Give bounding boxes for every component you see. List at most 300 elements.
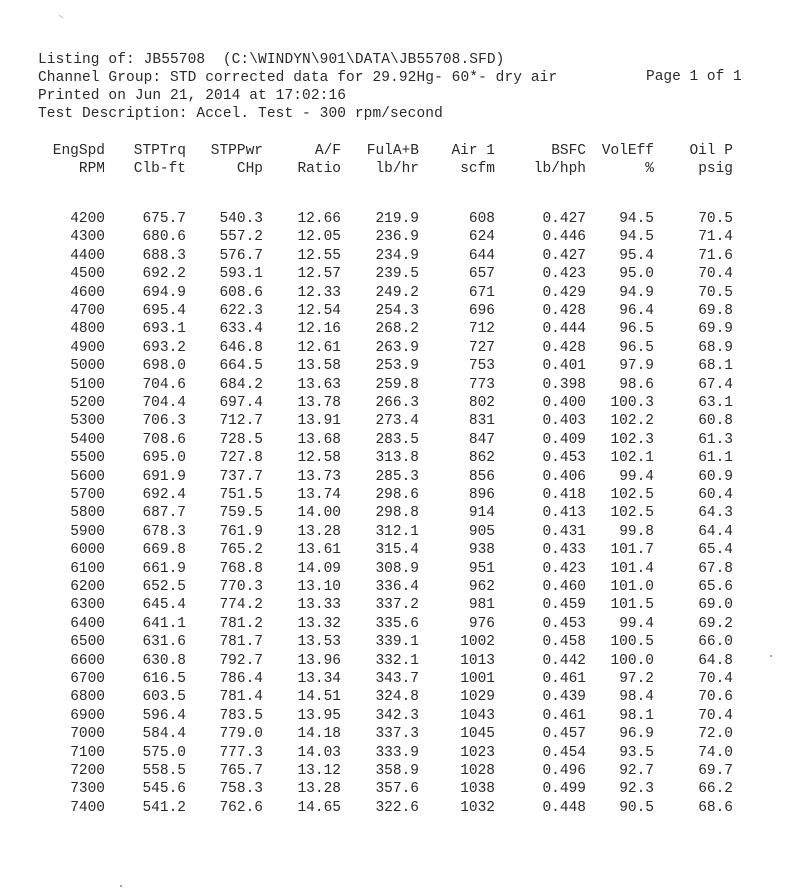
table-cell: 102.5 bbox=[610, 487, 654, 503]
table-cell: 0.418 bbox=[542, 487, 586, 503]
table-cell: 0.461 bbox=[542, 707, 586, 724]
table-cell: 1043 bbox=[460, 707, 495, 724]
table-cell: 657 bbox=[468, 266, 495, 283]
table-cell: 0.428 bbox=[542, 303, 586, 319]
table-cell: 6000 bbox=[70, 542, 105, 559]
table-cell: 905 bbox=[468, 523, 495, 540]
table-cell: 6800 bbox=[70, 689, 105, 706]
table-cell: 96.5 bbox=[619, 321, 654, 338]
table-cell: 0.496 bbox=[542, 763, 586, 779]
table-cell: 100.3 bbox=[610, 395, 654, 411]
channel-group-line: Channel Group: STD corrected data for 29.92Hg- 60*- dry air bbox=[38, 70, 558, 86]
table-cell: 102.2 bbox=[610, 413, 654, 430]
table-cell: 263.9 bbox=[375, 339, 419, 356]
table-cell: 7100 bbox=[70, 744, 105, 761]
table-cell: 97.2 bbox=[619, 671, 654, 687]
table-cell: 576.7 bbox=[219, 247, 263, 264]
table-cell: 70.6 bbox=[698, 689, 733, 706]
table-cell: 4800 bbox=[70, 321, 105, 338]
table-cell: 69.9 bbox=[698, 321, 733, 338]
table-cell: 669.8 bbox=[142, 542, 186, 559]
table-cell: 13.73 bbox=[297, 468, 341, 485]
table-cell: 0.401 bbox=[542, 358, 586, 375]
table-cell: 727.8 bbox=[219, 450, 263, 467]
table-cell: 962 bbox=[468, 579, 495, 595]
table-cell: 69.0 bbox=[698, 597, 733, 614]
table-cell: 603.5 bbox=[142, 689, 186, 706]
table-cell: 64.3 bbox=[698, 505, 733, 522]
table-cell: 856 bbox=[468, 468, 495, 485]
table-cell: 71.4 bbox=[698, 229, 733, 246]
table-cell: 4700 bbox=[70, 303, 105, 319]
table-cell: 69.7 bbox=[698, 763, 733, 779]
table-cell: 688.3 bbox=[142, 247, 186, 264]
column-header bbox=[689, 142, 733, 178]
table-cell: 584.4 bbox=[142, 726, 186, 743]
table-cell: 74.0 bbox=[698, 744, 733, 761]
table-cell: 938 bbox=[468, 542, 495, 559]
table-cell: 273.4 bbox=[375, 413, 419, 430]
table-cell: 1032 bbox=[460, 799, 495, 816]
table-cell: 693.2 bbox=[142, 339, 186, 356]
table-cell: 100.5 bbox=[610, 634, 654, 651]
table-cell: 13.28 bbox=[297, 781, 341, 798]
column-name: STPTrq bbox=[133, 143, 186, 159]
table-cell: 102.1 bbox=[610, 450, 654, 467]
table-cell: 786.4 bbox=[219, 671, 263, 687]
table-cell: 951 bbox=[468, 560, 495, 577]
table-cell: 5100 bbox=[70, 376, 105, 393]
table-cell: 0.459 bbox=[542, 597, 586, 614]
column-name: VolEff bbox=[601, 143, 654, 159]
table-cell: 1023 bbox=[460, 744, 495, 761]
table-cell: 0.460 bbox=[542, 579, 586, 595]
table-cell: 13.63 bbox=[297, 376, 341, 393]
table-cell: 687.7 bbox=[142, 505, 186, 522]
table-cell: 268.2 bbox=[375, 321, 419, 338]
table-cell: 697.4 bbox=[219, 395, 263, 411]
table-cell: 6300 bbox=[70, 597, 105, 614]
table-cell: 337.3 bbox=[375, 726, 419, 743]
table-cell: 335.6 bbox=[375, 615, 419, 632]
table-cell: 695.0 bbox=[142, 450, 186, 467]
table-cell: 624 bbox=[468, 229, 495, 246]
table-cell: 234.9 bbox=[375, 247, 419, 264]
column-header bbox=[53, 142, 105, 178]
table-cell: 98.6 bbox=[619, 376, 654, 393]
table-cell: 759.5 bbox=[219, 505, 263, 522]
table-cell: 1028 bbox=[460, 763, 495, 779]
table-cell: 708.6 bbox=[142, 431, 186, 448]
table-cell: 12.54 bbox=[297, 303, 341, 319]
table-cell: 14.00 bbox=[297, 505, 341, 522]
table-cell: 0.457 bbox=[542, 726, 586, 743]
table-cell: 0.444 bbox=[542, 321, 586, 338]
table-cell: 69.2 bbox=[698, 615, 733, 632]
table-cell: 758.3 bbox=[219, 781, 263, 798]
table-cell: 5800 bbox=[70, 505, 105, 522]
table-cell: 12.05 bbox=[297, 229, 341, 246]
column-unit: CHp bbox=[236, 161, 263, 177]
table-cell: 101.7 bbox=[610, 542, 654, 559]
table-cell: 13.34 bbox=[297, 671, 341, 687]
table-cell: 96.4 bbox=[619, 303, 654, 319]
table-cell: 633.4 bbox=[219, 321, 263, 338]
scan-speck bbox=[120, 885, 122, 887]
column-unit: psig bbox=[698, 161, 733, 177]
table-cell: 6500 bbox=[70, 634, 105, 651]
table-cell: 4300 bbox=[70, 229, 105, 246]
table-cell: 608 bbox=[468, 211, 495, 227]
table-cell: 831 bbox=[468, 413, 495, 430]
table-cell: 249.2 bbox=[375, 284, 419, 301]
table-cell: 70.4 bbox=[698, 266, 733, 283]
table-cell: 631.6 bbox=[142, 634, 186, 651]
table-cell: 13.74 bbox=[297, 487, 341, 503]
table-cell: 781.2 bbox=[219, 615, 263, 632]
column-header bbox=[602, 142, 654, 178]
table-cell: 765.7 bbox=[219, 763, 263, 779]
table-cell: 94.5 bbox=[619, 229, 654, 246]
table-cell: 13.12 bbox=[297, 763, 341, 779]
table-cell: 13.61 bbox=[297, 542, 341, 559]
table-cell: 779.0 bbox=[219, 726, 263, 743]
table-cell: 96.9 bbox=[619, 726, 654, 743]
table-cell: 63.1 bbox=[698, 395, 733, 411]
table-cell: 545.6 bbox=[142, 781, 186, 798]
table-cell: 312.1 bbox=[375, 523, 419, 540]
table-cell: 6900 bbox=[70, 707, 105, 724]
column-header bbox=[367, 142, 419, 178]
table-cell: 0.439 bbox=[542, 689, 586, 706]
table-cell: 324.8 bbox=[375, 689, 419, 706]
table-cell: 644 bbox=[468, 247, 495, 264]
table-cell: 13.68 bbox=[297, 431, 341, 448]
table-cell: 862 bbox=[468, 450, 495, 467]
table-cell: 0.400 bbox=[542, 395, 586, 411]
table-cell: 695.4 bbox=[142, 303, 186, 319]
table-cell: 751.5 bbox=[219, 487, 263, 503]
column-header bbox=[297, 142, 341, 178]
table-cell: 358.9 bbox=[375, 763, 419, 779]
table-cell: 68.6 bbox=[698, 799, 733, 816]
table-cell: 0.453 bbox=[542, 615, 586, 632]
table-cell: 12.61 bbox=[297, 339, 341, 356]
table-cell: 99.8 bbox=[619, 523, 654, 540]
table-cell: 692.2 bbox=[142, 266, 186, 283]
table-cell: 5500 bbox=[70, 450, 105, 467]
table-cell: 692.4 bbox=[142, 487, 186, 503]
table-cell: 64.4 bbox=[698, 523, 733, 540]
column-name: Air 1 bbox=[451, 143, 495, 159]
table-cell: 0.433 bbox=[542, 542, 586, 559]
table-cell: 0.453 bbox=[542, 450, 586, 467]
table-cell: 770.3 bbox=[219, 579, 263, 595]
table-cell: 101.0 bbox=[610, 579, 654, 595]
table-cell: 1013 bbox=[460, 652, 495, 669]
table-cell: 641.1 bbox=[142, 615, 186, 632]
table-cell: 981 bbox=[468, 597, 495, 614]
table-cell: 14.51 bbox=[297, 689, 341, 706]
table-cell: 98.1 bbox=[619, 707, 654, 724]
table-cell: 13.91 bbox=[297, 413, 341, 430]
table-cell: 0.423 bbox=[542, 266, 586, 283]
column-name: STPPwr bbox=[210, 143, 263, 159]
table-cell: 712.7 bbox=[219, 413, 263, 430]
table-cell: 7000 bbox=[70, 726, 105, 743]
table-cell: 0.454 bbox=[542, 744, 586, 761]
column-name: BSFC bbox=[551, 143, 586, 159]
table-cell: 13.78 bbox=[297, 395, 341, 411]
table-cell: 762.6 bbox=[219, 799, 263, 816]
table-cell: 95.4 bbox=[619, 247, 654, 264]
table-cell: 7400 bbox=[70, 799, 105, 816]
table-cell: 70.5 bbox=[698, 284, 733, 301]
table-cell: 6200 bbox=[70, 579, 105, 595]
table-cell: 6100 bbox=[70, 560, 105, 577]
table-cell: 298.6 bbox=[375, 487, 419, 503]
column-unit: % bbox=[645, 161, 654, 177]
table-cell: 661.9 bbox=[142, 560, 186, 577]
table-cell: 652.5 bbox=[142, 579, 186, 595]
table-cell: 706.3 bbox=[142, 413, 186, 430]
table-cell: 753 bbox=[468, 358, 495, 375]
table-cell: 728.5 bbox=[219, 431, 263, 448]
table-cell: 0.403 bbox=[542, 413, 586, 430]
table-cell: 593.1 bbox=[219, 266, 263, 283]
table-cell: 239.5 bbox=[375, 266, 419, 283]
table-cell: 0.448 bbox=[542, 799, 586, 816]
table-cell: 102.5 bbox=[610, 505, 654, 522]
table-cell: 802 bbox=[468, 395, 495, 411]
table-cell: 13.28 bbox=[297, 523, 341, 540]
column-name: A/F bbox=[314, 143, 341, 159]
column-header bbox=[211, 142, 263, 178]
table-cell: 12.16 bbox=[297, 321, 341, 338]
table-cell: 95.0 bbox=[619, 266, 654, 283]
table-cell: 0.442 bbox=[542, 652, 586, 669]
table-cell: 0.409 bbox=[542, 431, 586, 448]
table-cell: 68.9 bbox=[698, 339, 733, 356]
column-unit: scfm bbox=[460, 161, 495, 177]
table-cell: 678.3 bbox=[142, 523, 186, 540]
table-cell: 704.6 bbox=[142, 376, 186, 393]
table-cell: 6400 bbox=[70, 615, 105, 632]
table-cell: 357.6 bbox=[375, 781, 419, 798]
table-cell: 60.9 bbox=[698, 468, 733, 485]
table-cell: 704.4 bbox=[142, 395, 186, 411]
test-description-line: Test Description: Accel. Test - 300 rpm/second bbox=[38, 106, 443, 122]
table-cell: 13.95 bbox=[297, 707, 341, 724]
table-cell: 70.4 bbox=[698, 671, 733, 687]
table-cell: 0.427 bbox=[542, 211, 586, 227]
table-cell: 0.423 bbox=[542, 560, 586, 577]
table-cell: 332.1 bbox=[375, 652, 419, 669]
table-cell: 671 bbox=[468, 284, 495, 301]
printed-line: Printed on Jun 21, 2014 at 17:02:16 bbox=[38, 88, 347, 104]
table-cell: 712 bbox=[468, 321, 495, 338]
table-cell: 94.5 bbox=[619, 211, 654, 227]
table-cell: 97.9 bbox=[619, 358, 654, 375]
table-cell: 4200 bbox=[70, 211, 105, 227]
table-cell: 622.3 bbox=[219, 303, 263, 319]
table-cell: 12.57 bbox=[297, 266, 341, 283]
table-cell: 847 bbox=[468, 431, 495, 448]
table-cell: 675.7 bbox=[142, 211, 186, 227]
table-cell: 67.8 bbox=[698, 560, 733, 577]
table-cell: 68.1 bbox=[698, 358, 733, 375]
table-cell: 777.3 bbox=[219, 744, 263, 761]
table-cell: 333.9 bbox=[375, 744, 419, 761]
table-cell: 69.8 bbox=[698, 303, 733, 319]
table-cell: 96.5 bbox=[619, 339, 654, 356]
table-cell: 92.7 bbox=[619, 763, 654, 779]
table-cell: 14.03 bbox=[297, 744, 341, 761]
column-unit: lb/hph bbox=[533, 161, 586, 177]
table-cell: 100.0 bbox=[610, 652, 654, 669]
table-cell: 575.0 bbox=[142, 744, 186, 761]
table-cell: 5900 bbox=[70, 523, 105, 540]
table-cell: 90.5 bbox=[619, 799, 654, 816]
table-cell: 1045 bbox=[460, 726, 495, 743]
table-cell: 315.4 bbox=[375, 542, 419, 559]
table-cell: 343.7 bbox=[375, 671, 419, 687]
table-cell: 781.7 bbox=[219, 634, 263, 651]
table-cell: 313.8 bbox=[375, 450, 419, 467]
table-cell: 896 bbox=[468, 487, 495, 503]
table-cell: 696 bbox=[468, 303, 495, 319]
table-cell: 783.5 bbox=[219, 707, 263, 724]
table-cell: 337.2 bbox=[375, 597, 419, 614]
table-cell: 761.9 bbox=[219, 523, 263, 540]
column-unit: Ratio bbox=[297, 161, 341, 177]
table-cell: 254.3 bbox=[375, 303, 419, 319]
table-cell: 13.53 bbox=[297, 634, 341, 651]
table-cell: 698.0 bbox=[142, 358, 186, 375]
table-cell: 630.8 bbox=[142, 652, 186, 669]
table-cell: 646.8 bbox=[219, 339, 263, 356]
table-cell: 65.6 bbox=[698, 579, 733, 595]
table-cell: 5200 bbox=[70, 395, 105, 411]
table-cell: 65.4 bbox=[698, 542, 733, 559]
table-cell: 781.4 bbox=[219, 689, 263, 706]
table-cell: 14.18 bbox=[297, 726, 341, 743]
table-cell: 0.458 bbox=[542, 634, 586, 651]
table-cell: 768.8 bbox=[219, 560, 263, 577]
page-number: Page 1 of 1 bbox=[646, 69, 742, 85]
table-cell: 727 bbox=[468, 339, 495, 356]
table-cell: 12.33 bbox=[297, 284, 341, 301]
table-cell: 236.9 bbox=[375, 229, 419, 246]
table-cell: 0.398 bbox=[542, 376, 586, 393]
table-cell: 298.8 bbox=[375, 505, 419, 522]
table-cell: 102.3 bbox=[610, 431, 654, 448]
table-cell: 540.3 bbox=[219, 211, 263, 227]
table-cell: 645.4 bbox=[142, 597, 186, 614]
table-cell: 70.5 bbox=[698, 211, 733, 227]
table-cell: 773 bbox=[468, 376, 495, 393]
table-cell: 12.58 bbox=[297, 450, 341, 467]
table-cell: 266.3 bbox=[375, 395, 419, 411]
table-cell: 322.6 bbox=[375, 799, 419, 816]
table-cell: 99.4 bbox=[619, 468, 654, 485]
table-cell: 99.4 bbox=[619, 615, 654, 632]
table-cell: 93.5 bbox=[619, 744, 654, 761]
table-cell: 0.429 bbox=[542, 284, 586, 301]
table-cell: 1002 bbox=[460, 634, 495, 651]
table-cell: 13.33 bbox=[297, 597, 341, 614]
table-cell: 558.5 bbox=[142, 763, 186, 779]
table-cell: 12.55 bbox=[297, 247, 341, 264]
table-cell: 253.9 bbox=[375, 358, 419, 375]
scan-speck bbox=[770, 655, 772, 657]
table-cell: 1001 bbox=[460, 671, 495, 687]
table-cell: 694.9 bbox=[142, 284, 186, 301]
column-name: FulA+B bbox=[366, 143, 419, 159]
table-cell: 60.8 bbox=[698, 413, 733, 430]
table-cell: 0.499 bbox=[542, 781, 586, 798]
table-cell: 7300 bbox=[70, 781, 105, 798]
column-header bbox=[534, 142, 586, 178]
table-cell: 616.5 bbox=[142, 671, 186, 687]
table-cell: 691.9 bbox=[142, 468, 186, 485]
table-cell: 0.406 bbox=[542, 468, 586, 485]
table-cell: 4600 bbox=[70, 284, 105, 301]
table-cell: 259.8 bbox=[375, 376, 419, 393]
table-cell: 1029 bbox=[460, 689, 495, 706]
table-cell: 0.427 bbox=[542, 247, 586, 264]
table-cell: 774.2 bbox=[219, 597, 263, 614]
table-cell: 13.96 bbox=[297, 652, 341, 669]
table-cell: 693.1 bbox=[142, 321, 186, 338]
table-cell: 976 bbox=[468, 615, 495, 632]
table-cell: 664.5 bbox=[219, 358, 263, 375]
table-cell: 13.10 bbox=[297, 579, 341, 595]
table-cell: 608.6 bbox=[219, 284, 263, 301]
table-cell: 219.9 bbox=[375, 211, 419, 227]
table-cell: 101.4 bbox=[610, 560, 654, 577]
table-cell: 557.2 bbox=[219, 229, 263, 246]
column-header bbox=[451, 142, 495, 178]
table-cell: 596.4 bbox=[142, 707, 186, 724]
table-cell: 336.4 bbox=[375, 579, 419, 595]
table-cell: 342.3 bbox=[375, 707, 419, 724]
column-name: EngSpd bbox=[52, 143, 105, 159]
table-cell: 94.9 bbox=[619, 284, 654, 301]
table-cell: 64.8 bbox=[698, 652, 733, 669]
column-name: Oil P bbox=[689, 143, 733, 159]
table-cell: 680.6 bbox=[142, 229, 186, 246]
table-cell: 765.2 bbox=[219, 542, 263, 559]
table-cell: 737.7 bbox=[219, 468, 263, 485]
listing-line: Listing of: JB55708 (C:\WINDYN\901\DATA\JB55708.SFD) bbox=[38, 52, 505, 68]
table-cell: 0.428 bbox=[542, 339, 586, 356]
table-cell: 13.58 bbox=[297, 358, 341, 375]
table-cell: 14.09 bbox=[297, 560, 341, 577]
table-cell: 101.5 bbox=[610, 597, 654, 614]
table-cell: 66.0 bbox=[698, 634, 733, 651]
table-cell: 12.66 bbox=[297, 211, 341, 227]
table-cell: 92.3 bbox=[619, 781, 654, 798]
table-cell: 914 bbox=[468, 505, 495, 522]
table-cell: 6600 bbox=[70, 652, 105, 669]
scan-mark bbox=[58, 14, 63, 18]
table-cell: 5600 bbox=[70, 468, 105, 485]
table-cell: 66.2 bbox=[698, 781, 733, 798]
table-cell: 5300 bbox=[70, 413, 105, 430]
table-cell: 684.2 bbox=[219, 376, 263, 393]
table-cell: 285.3 bbox=[375, 468, 419, 485]
